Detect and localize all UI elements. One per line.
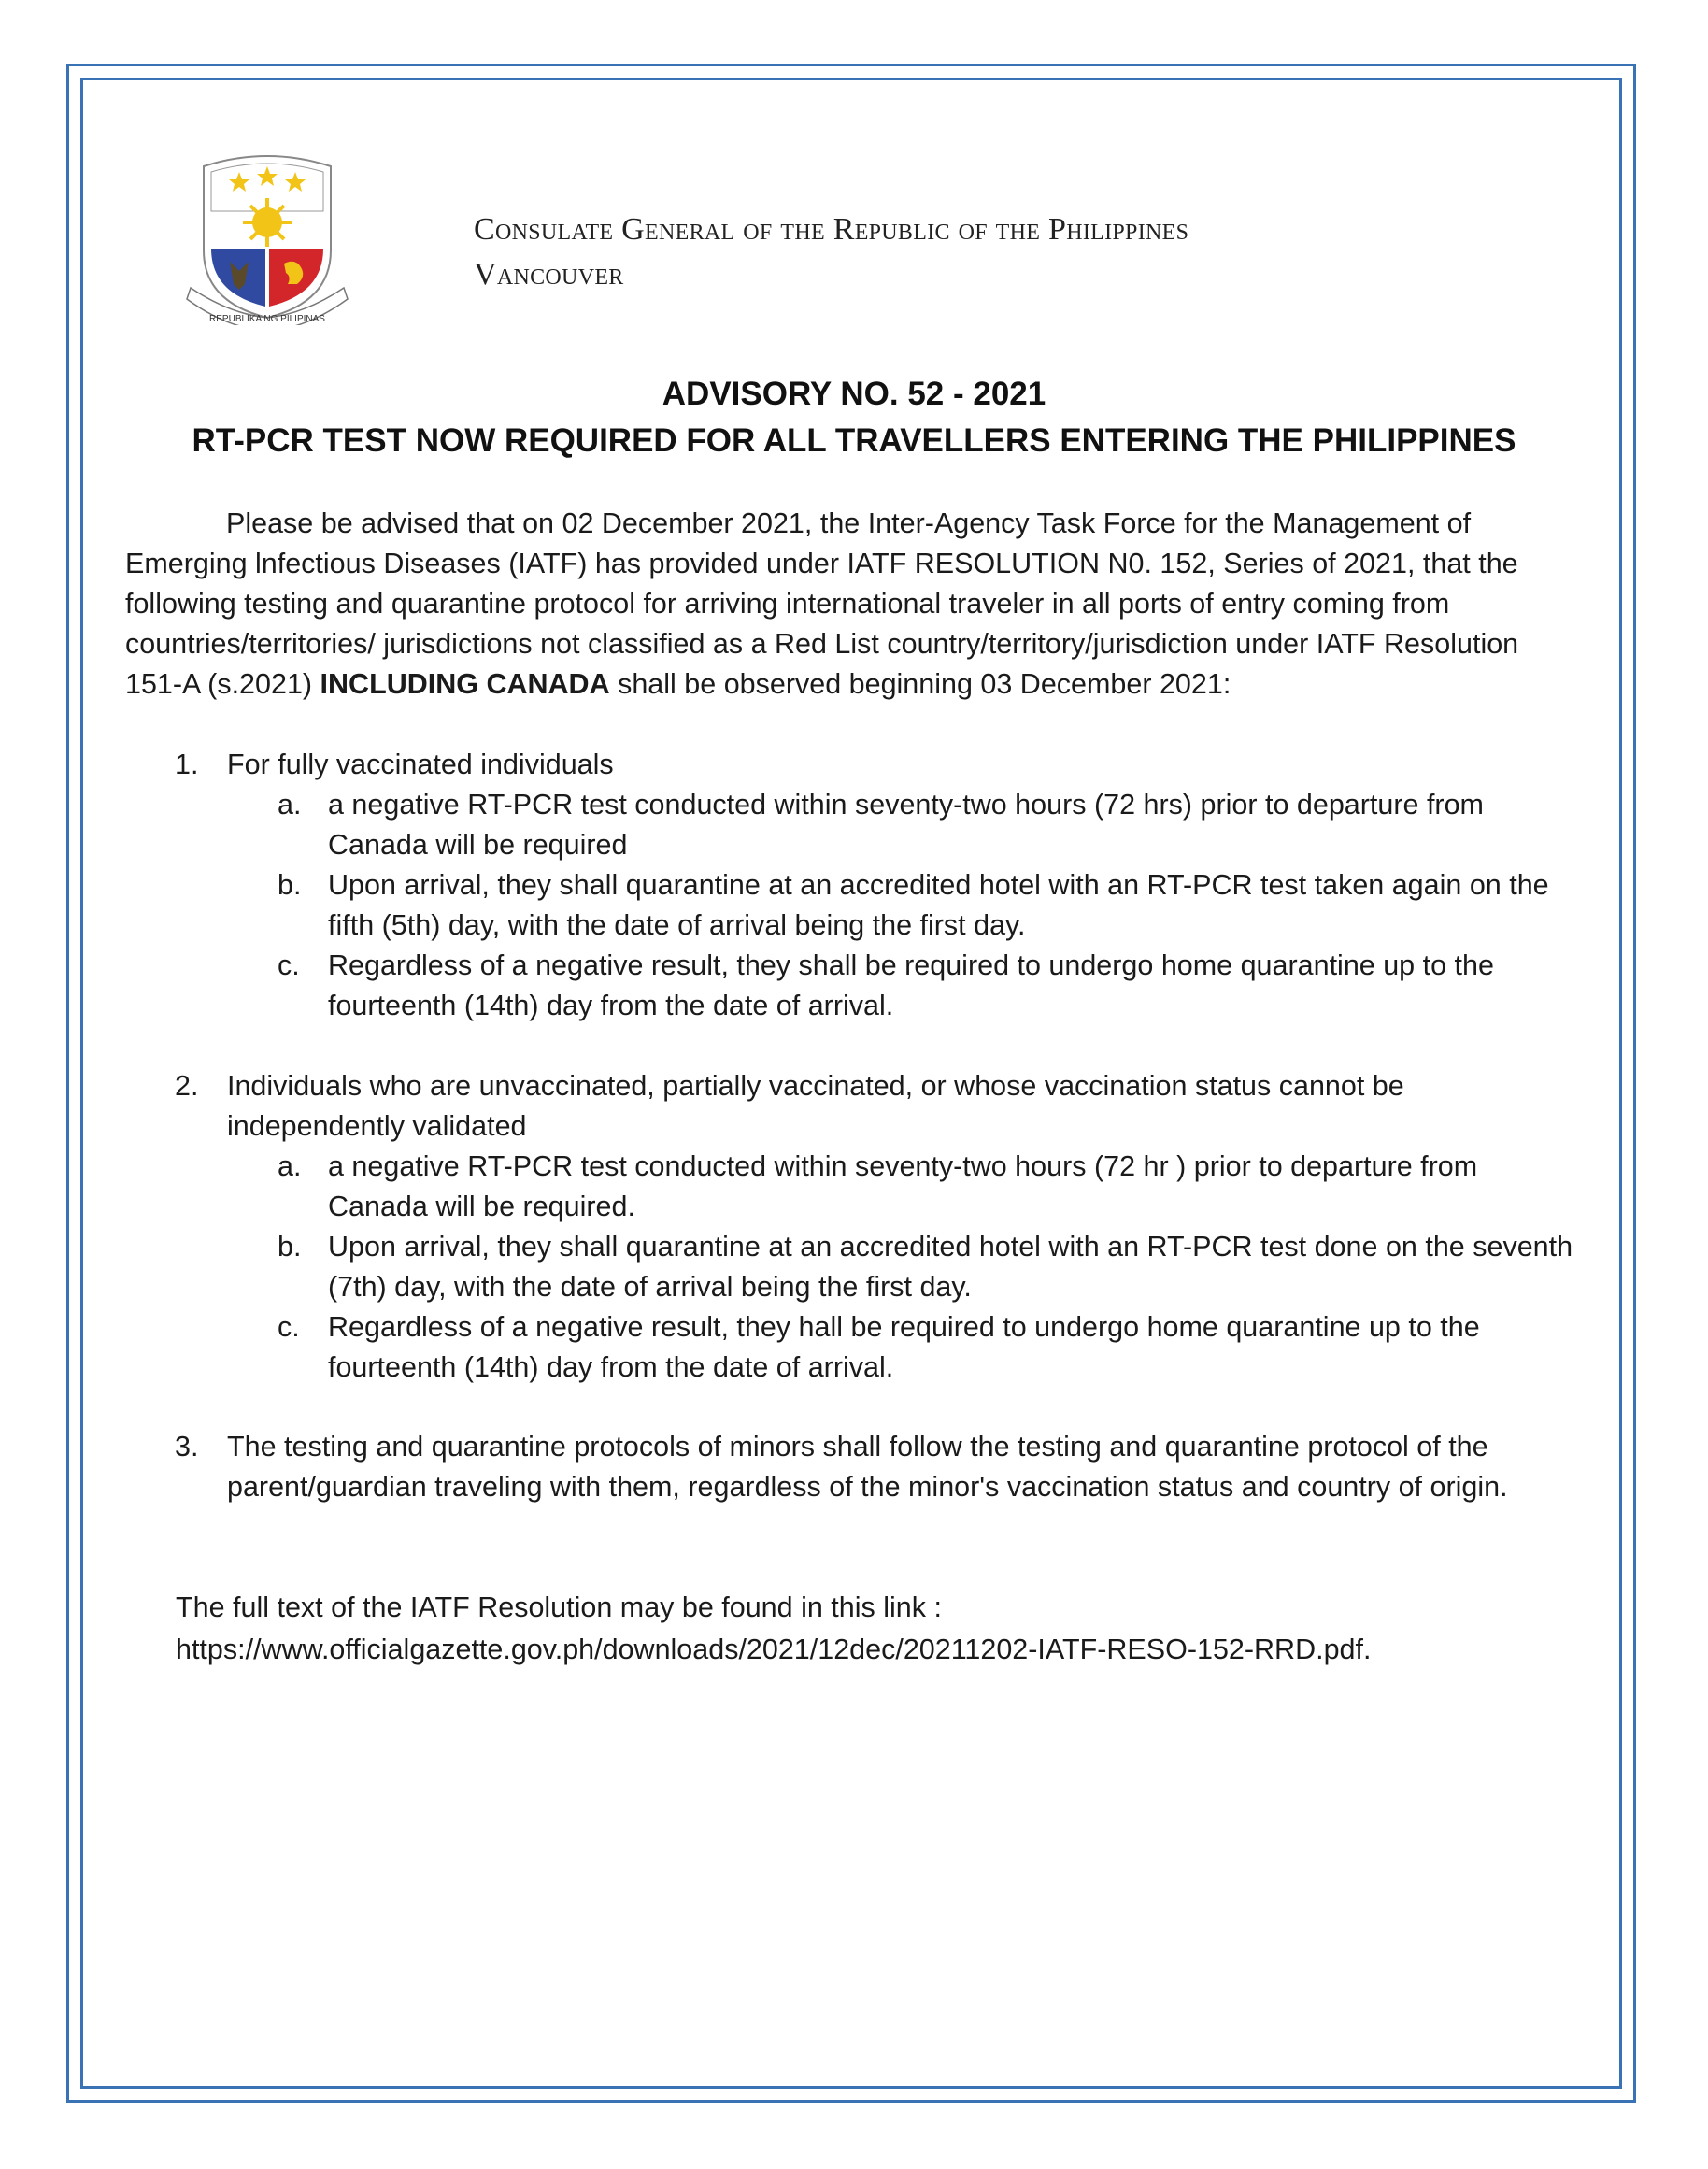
list-item-2 (173, 1066, 1584, 1388)
sub-item-text: a negative RT-PCR test conducted within seventy-two hours (72 hrs) prior to departure from Canada will be required (328, 789, 1484, 861)
intro-text-end: shall be observed beginning 03 December 2021: (609, 668, 1231, 700)
seal-ribbon-text: REPUBLIKA NG PILIPINAS (209, 314, 325, 324)
resolution-link[interactable]: https://www.officialgazette.gov.ph/downloads/2021/12dec/20211202-IATF-RESO-152-RRD.pdf. (176, 1634, 1372, 1665)
closing-paragraph (176, 1587, 1371, 1671)
header-city: Vancouver (474, 257, 624, 292)
list-item-1 (173, 745, 1584, 1026)
sub-item-text: Upon arrival, they shall quarantine at an accredited hotel with an RT-PCR test taken again on the fifth (5th) day, with the date of arrival being the first day. (328, 869, 1549, 941)
sub-item-text: Regardless of a negative result, they shall be required to undergo home quarantine up to the fourteenth (14th) day from the date of arrival. (328, 949, 1494, 1021)
list-item-text: For fully vaccinated individuals (227, 749, 614, 780)
list-number: 1. (175, 749, 199, 780)
closing-text: The full text of the IATF Resolution may be found in this link : (176, 1591, 942, 1623)
philippine-coat-of-arms-icon (183, 148, 351, 325)
sub-letter: c. (278, 949, 300, 981)
list-item-text: Individuals who are unvaccinated, partially vaccinated, or whose vaccination status cannot be independently validated (227, 1070, 1404, 1142)
list-item-text: The testing and quarantine protocols of minors shall follow the testing and quarantine protocol of the parent/guardian traveling with them, regardless of the minor's vaccination status and country of origin. (227, 1431, 1508, 1503)
list-number: 3. (175, 1431, 199, 1463)
advisory-number: ADVISORY NO. 52 - 2021 (662, 376, 1046, 412)
intro-bold-text: INCLUDING CANADA (320, 668, 610, 700)
list-number: 2. (175, 1070, 199, 1102)
intro-paragraph (125, 504, 1583, 705)
sub-item-text: Upon arrival, they shall quarantine at an accredited hotel with an RT-PCR test done on the seventh (7th) day, with the date of arrival being the first day. (328, 1231, 1573, 1303)
sub-letter: b. (278, 869, 302, 901)
header-consulate-name: Consulate General of the Republic of the Philippines (474, 212, 1189, 247)
sub-letter: c. (278, 1311, 300, 1343)
sub-item-text: Regardless of a negative result, they hall be required to undergo home quarantine up to the fourteenth (14th) day from the date of arrival. (328, 1311, 1480, 1383)
sub-letter: b. (278, 1231, 302, 1263)
sub-letter: a. (278, 789, 302, 821)
intro-text: Please be advised that on 02 December 2021, the Inter-Agency Task Force for the Management of Emerging lnfectious Diseases (IATF) has provided under IATF RESOLUTION N0. 152, Series of 2021, that the following testing and quarantine protocol for arriving international traveler in all ports of entry coming from countries/territories/ jurisdictions not classified as a Red List country/territory/jurisdiction under IATF Resolution 151-A (s.2021) (125, 507, 1519, 700)
list-item-3 (173, 1427, 1584, 1507)
advisory-subject: RT-PCR TEST NOW REQUIRED FOR ALL TRAVELLERS ENTERING THE PHILIPPINES (192, 422, 1516, 459)
sub-item-text: a negative RT-PCR test conducted within seventy-two hours (72 hr ) prior to departure from Canada will be required. (328, 1150, 1478, 1222)
consulate-header (474, 207, 1188, 297)
sub-letter: a. (278, 1150, 302, 1182)
